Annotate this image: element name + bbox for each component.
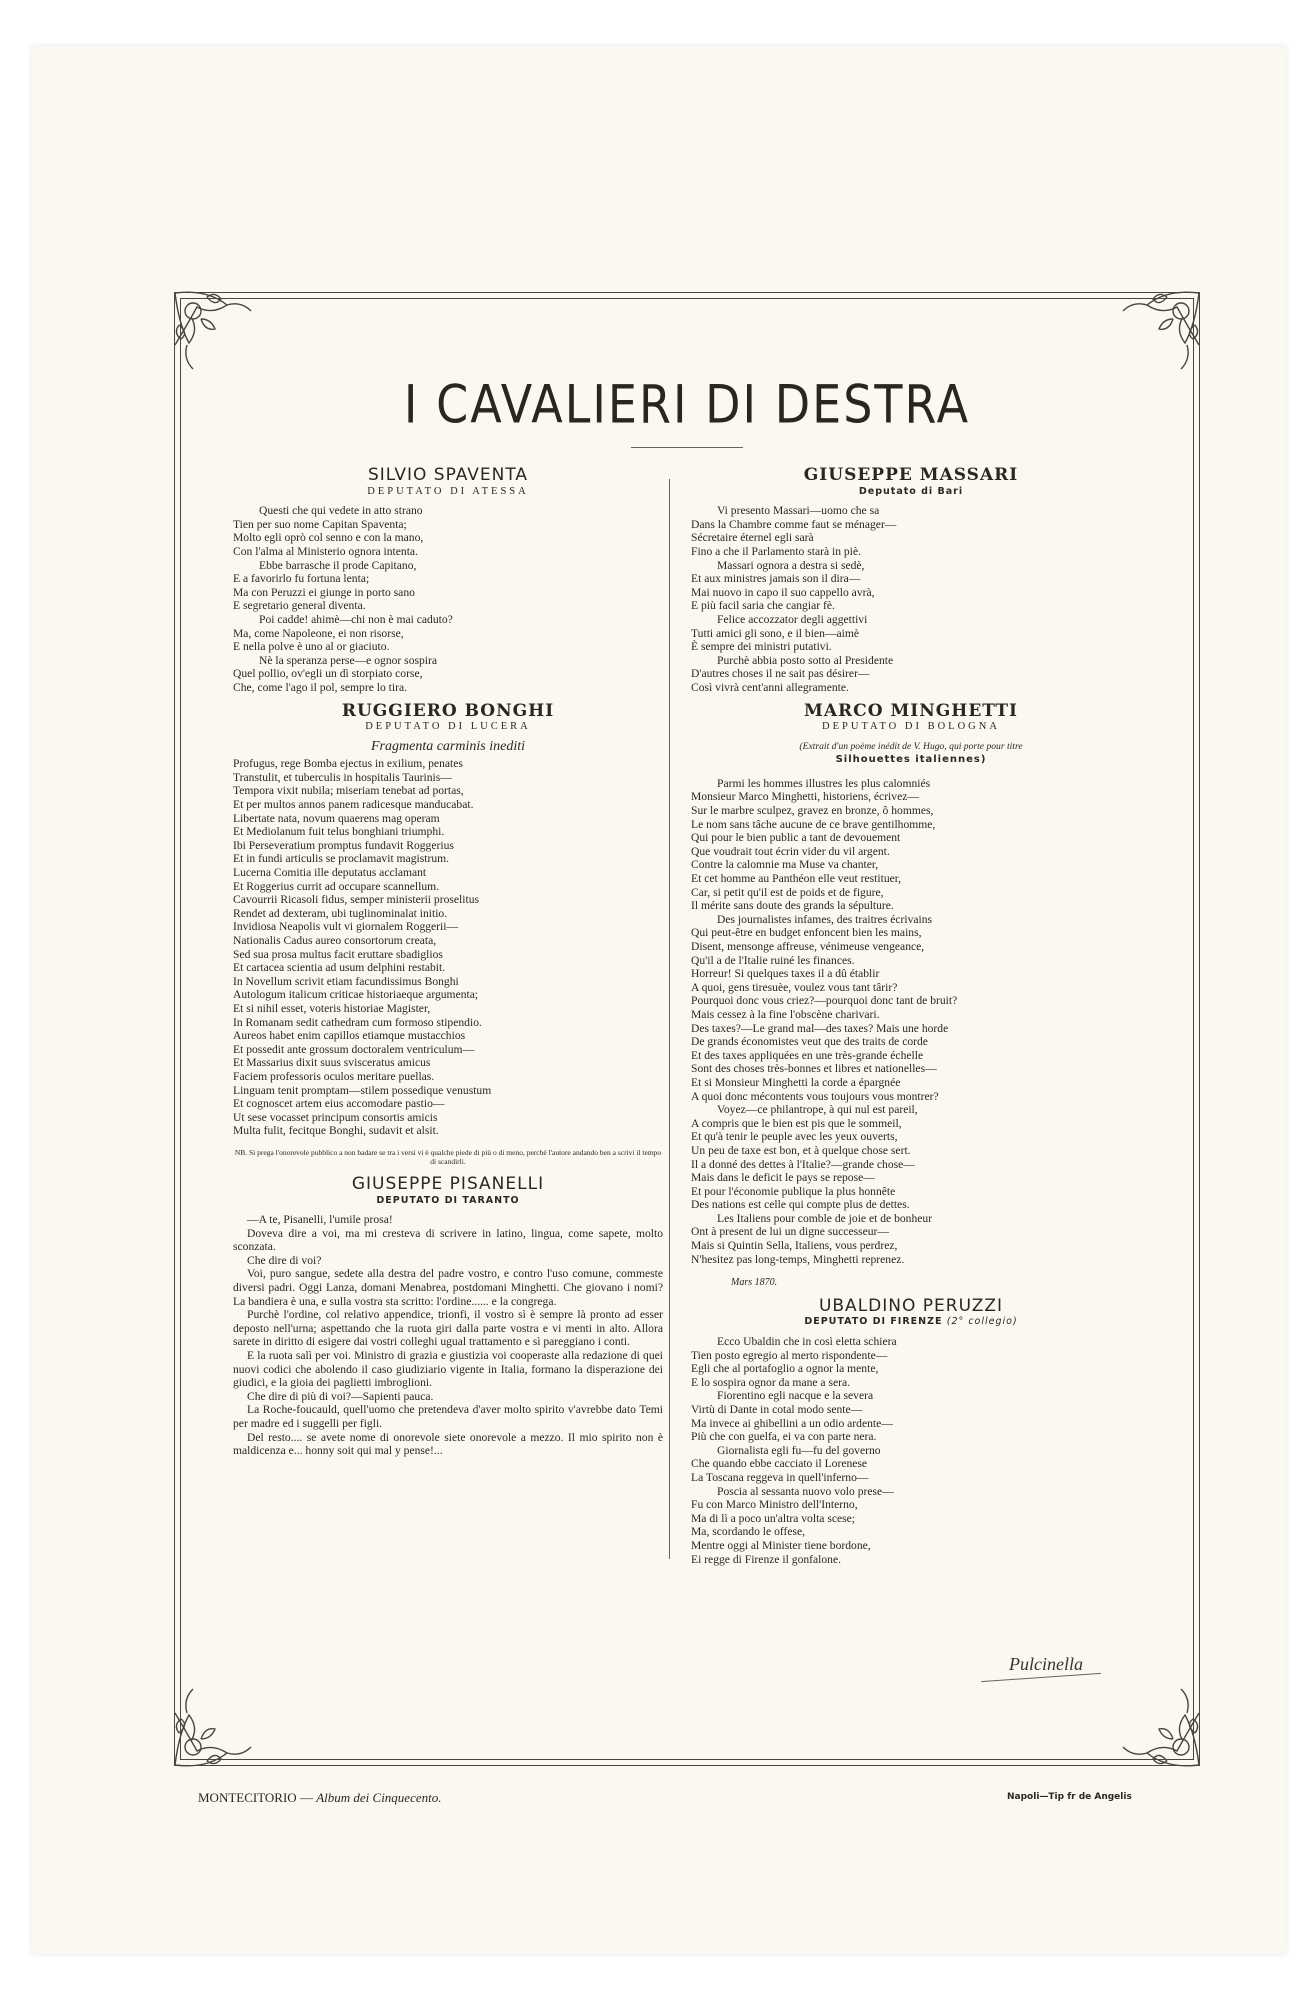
verse-line: Contre la calomnie ma Muse va chanter, — [691, 858, 879, 872]
verse-line: Que voudrait tout écrin vider du vil argent. — [691, 844, 890, 858]
verse-line: Ma con Peruzzi ei giunge in porto sano — [233, 585, 415, 599]
verse-line: Nè la speranza perse—e ognor sospira — [259, 653, 438, 667]
verse-line: Che quando ebbe cacciato il Lorenese — [691, 1457, 868, 1471]
footnote: NB. Si prega l'onorevole pubblico a non badare se tra i versi vi è qualche piede di più o di meno, perchè l'autore andando ben a scrivi il tempo di scandirli. — [234, 1147, 662, 1166]
verse-line: Fiorentino egli nacque e la severa — [717, 1389, 874, 1403]
section-name: UBALDINO PERUZZI — [818, 1295, 1004, 1316]
left-column — [233, 465, 663, 1458]
verse-line: Nationalis Cadus aureo consortorum creata, — [233, 934, 437, 947]
verse-line: Poscia al sessanta nuovo volo prese— — [717, 1484, 894, 1498]
page-title: I CAVALIERI DI DESTRA — [403, 372, 971, 436]
verse-line: Mais dans le deficit le pays se repose— — [691, 1171, 875, 1185]
section-massari — [691, 465, 1131, 695]
verse-line: Horreur! Si quelques taxes il a dû établir — [691, 967, 880, 981]
verse-line: Così vivrà cent'anni allegramente. — [691, 680, 849, 694]
verse-line: Les Italiens pour comble de joie et de bonheur — [717, 1211, 933, 1225]
verse-line: Aureos habet enim capillos etiamque mustacchios — [233, 1029, 466, 1043]
verse-line: Sur le marbre sculpez, gravez en bronze, ô hommes, — [691, 804, 934, 818]
section-subtitle: DEPUTATO DI LUCERA — [365, 721, 531, 733]
section-subtitle-text: DEPUTATO DI FIRENZE — [804, 1316, 943, 1328]
verse-line: Tempora vixit nubila; miseriam tenebat ad portas, — [233, 784, 464, 798]
verse-line: E più facil saria che cangiar fè. — [691, 599, 835, 613]
section-name: MARCO MINGHETTI — [804, 700, 1018, 721]
verse-line: Sed sua prosa multus facit eruttare sbadiglios — [233, 947, 443, 961]
section-bonghi — [233, 700, 663, 1166]
verse-line: Ibi Perseveratium promptus fundavit Roggerius — [233, 838, 454, 852]
verse-line: Qui pour le bien public a tant de devouement — [691, 831, 901, 845]
verse-line: Rendet ad dexteram, ubi tuglinominalat initio. — [233, 906, 448, 920]
poem — [691, 1335, 1131, 1566]
verse-line: Quel pollio, ov'egli un dì storpiato corse, — [233, 667, 423, 681]
verse-line: Ma, scordando le offese, — [691, 1525, 806, 1539]
verse-line: Et Mediolanum fuit telus bonghiani triumphi. — [233, 825, 445, 839]
verse-line: Et Massarius dixit suus svisceratus amicus — [233, 1056, 431, 1070]
section-pisanelli — [233, 1173, 663, 1458]
verse-line: Tutti amici gli sono, e il bien—aimè — [691, 626, 859, 640]
verse-line: Ebbe barrasche il prode Capitano, — [259, 558, 417, 572]
verse-line: E segretario general diventa. — [233, 599, 366, 613]
verse-line: Des journalistes infames, des traitres écrivains — [717, 912, 933, 926]
section-name: RUGGIERO BONGHI — [341, 700, 555, 721]
verse-line: Sécretaire éternel egli sarà — [691, 531, 814, 545]
section-spaventa — [233, 465, 663, 695]
prose-paragraph: Che dire di più di voi?—Sapienti pauca. — [247, 1389, 434, 1403]
section-subtitle: DEPUTATO DI BOLOGNA — [822, 721, 1000, 733]
verse-line: Et cet homme au Panthéon elle veut restituer, — [691, 872, 902, 886]
verse-line: Linguam tenit promptam—stilem possedique venustum — [233, 1083, 492, 1097]
verse-line: Pourquoi donc vous criez?—pourquoi donc tant de bruit? — [691, 994, 958, 1008]
section-note: (Extrait d'un poème inédit de V. Hugo, qui porte pour titre — [799, 740, 1023, 752]
verse-line: Profugus, rege Bomba ejectus in exilium, penates — [233, 757, 463, 771]
verse-line: A compris que le bien est pis que le sommeil, — [691, 1116, 902, 1130]
poem-heading: Fragmenta carminis inediti — [371, 738, 525, 754]
verse-line: Molto egli oprò col senno e con la mano, — [233, 531, 424, 545]
verse-line: Monsieur Marco Minghetti, historiens, écrivez— — [691, 790, 919, 804]
verse-line: Et qu'à tenir le peuple avec les yeux ouverts, — [691, 1130, 898, 1144]
section-subtitle — [691, 1315, 1131, 1329]
footer-printer: Napoli—Tip fr de Angelis — [1007, 1792, 1132, 1802]
verse-line: Et cartacea scientia ad usum delphini restabit. — [233, 961, 446, 975]
verse-line: Et Roggerius currit ad occupare scannellum. — [233, 879, 440, 893]
verse-line: Tien posto egregio al merto rispondente— — [691, 1348, 888, 1362]
prose-paragraph: Purchè l'ordine, col relativo appendice, trionfi, il vostro sì è sempre là pronto ad esser deposto nell'urna; aspettando che la ruota giri dalla parte vostra e vi menti in alto. Allora sarete in diritto di esigere dai vostri colleghi ugual trattamento e sì pareggiano i conti. — [233, 1308, 663, 1349]
verse-line: Transtulit, et tuberculis in hospitalis Taurinis— — [233, 770, 452, 784]
verse-line: Des taxes?—Le grand mal—des taxes? Mais une horde — [691, 1021, 949, 1035]
verse-line: Con l'alma al Ministerio ognora intenta. — [233, 544, 418, 558]
verse-line: Des nations est celle qui compte plus de dettes. — [691, 1198, 910, 1212]
title-rule — [631, 447, 743, 448]
verse-line: Che, come l'ago il pol, sempre lo tira. — [233, 680, 408, 694]
verse-line: Et in fundi articulis se proclamavit magistrum. — [233, 852, 450, 866]
prose — [233, 1213, 663, 1458]
verse-line: Le nom sans tâche aucune de ce brave gentilhomme, — [691, 817, 936, 831]
verse-line: Et possedit ante grossum doctoralem ventriculum— — [233, 1042, 475, 1056]
section-subtitle: DEPUTATO DI ATESSA — [367, 485, 529, 497]
verse-line: Cavourrii Ricasoli fidus, semper ministerii proselitus — [233, 893, 480, 907]
verse-line: Ma invece ai ghibellini a un odio ardente— — [691, 1416, 893, 1430]
poem — [691, 777, 1131, 1266]
verse-line: Egli che al portafoglio a ognor la mente, — [691, 1362, 879, 1376]
prose-paragraph: Che dire di voi? — [247, 1253, 322, 1267]
verse-line: Et pour l'économie publique la plus honnête — [691, 1184, 896, 1198]
verse-line: E lo sospira ognor da mane a sera. — [691, 1375, 851, 1389]
verse-line: Poi cadde! ahimè—chi non è mai caduto? — [259, 612, 453, 626]
footer-left — [198, 1790, 441, 1806]
column-divider — [669, 479, 670, 1559]
verse-line: Et si Monsieur Minghetti la corde a épargnée — [691, 1075, 901, 1089]
verse-line: Ont à present de lui un digne successeur— — [691, 1225, 890, 1239]
verse-line: D'autres choses il ne sait pas désirer— — [691, 667, 870, 681]
verse-line: Ma, come Napoleone, ei non risorse, — [233, 626, 404, 640]
verse-line: Ma di lì a poco un'altra volta scese; — [691, 1511, 856, 1525]
verse-line: Autologum italicum criticae historiaeque argumenta; — [233, 988, 479, 1002]
section-minghetti — [691, 700, 1131, 1290]
prose-paragraph: Del resto.... se avete nome di onorevole siete onorevole a mezzo. Il mio spirito non è maldicenza e... honny soit qui mal y pense!... — [233, 1430, 663, 1458]
verse-line: Un peu de taxe est bon, et à quelque chose sert. — [691, 1143, 911, 1157]
verse-line: Parmi les hommes illustres les plus calomniés — [717, 776, 931, 790]
footer-album: Album dei Cinquecento. — [316, 1790, 442, 1805]
verse-line: A quoi donc mécontents vous toujours vous montrer? — [691, 1089, 939, 1103]
verse-line: Fu con Marco Ministro dell'Interno, — [691, 1498, 858, 1512]
verse-line: Ecco Ubaldin che in così eletta schiera — [717, 1335, 897, 1349]
section-peruzzi — [691, 1295, 1131, 1566]
verse-line: Ut sese vocasset principum consortis amicis — [233, 1110, 438, 1124]
corner-ornament-icon — [167, 1663, 277, 1773]
verse-line: Vi presento Massari—uomo che sa — [717, 504, 880, 518]
prose-paragraph: E la ruota salì per voi. Ministro di grazia e giustizia voi cooperaste alla redazione di quei nuovi codici che abolendo il caso giudiziario vigente in Italia, formano la disperazione dei giudici, e la gioia dei paglietti imbroglioni. — [233, 1349, 663, 1390]
section-note-title: Silhouettes italiennes) — [835, 754, 987, 766]
verse-line: Tien per suo nome Capitan Spaventa; — [233, 517, 407, 531]
verse-line: Ei regge di Firenze il gonfalone. — [691, 1552, 842, 1566]
verse-line: E a favorirlo fu fortuna lenta; — [233, 572, 370, 586]
verse-line: Massari ognora a destra si sedè, — [717, 558, 865, 572]
poem — [233, 504, 663, 694]
verse-line: Dans la Chambre comme faut se ménager— — [691, 517, 897, 531]
verse-line: Invidiosa Neapolis vult vi giornalem Roggerii— — [233, 920, 459, 934]
verse-line: Multa fulit, fecitque Bonghi, sudavit et alsit. — [233, 1124, 439, 1138]
verse-line: Mentre oggi al Minister tiene bordone, — [691, 1538, 871, 1552]
verse-line: Purchè abbia posto sotto al Presidente — [717, 653, 894, 667]
verse-line: Mais si Quintin Sella, Italiens, vous perdrez, — [691, 1239, 898, 1253]
verse-line: Il a donné des dettes à l'Italie?—grande chose— — [691, 1157, 915, 1171]
verse-line: Et per multos annos panem radicesque manducabat. — [233, 798, 474, 812]
verse-line: Felice accozzator degli aggettivi — [717, 612, 868, 626]
verse-line: Et aux ministres jamais son il dira— — [691, 572, 861, 586]
verse-line: In Romanam sedit cathedram cum formoso stipendio. — [233, 1015, 482, 1029]
verse-line: N'hesitez pas long-temps, Minghetti reprenez. — [691, 1252, 905, 1266]
verse-line: Mai nuovo in capo il suo cappello avrà, — [691, 585, 875, 599]
section-subtitle: Deputato di Bari — [858, 485, 964, 497]
verse-line: Et des taxes appliquées en une très-grande échelle — [691, 1048, 924, 1062]
verse-line: A quoi, gens tiresuèe, voulez vous tant târir? — [691, 980, 898, 994]
verse-line: De grands économistes veut que des traits de corde — [691, 1035, 928, 1049]
verse-line: Voyez—ce philantrope, à qui nul est pareil, — [717, 1103, 918, 1117]
verse-line: Fino a che il Parlamento starà in piè. — [691, 544, 861, 558]
prose-paragraph: —A te, Pisanelli, l'umile prosa! — [247, 1213, 393, 1227]
poem — [691, 504, 1131, 694]
poem — [233, 757, 663, 1138]
verse-line: Sont des choses très-bonnes et libres et nationelles— — [691, 1062, 937, 1076]
poem-date: Mars 1870. — [731, 1277, 778, 1289]
signature: Pulcinella — [1009, 1654, 1083, 1674]
section-name: SILVIO SPAVENTA — [367, 465, 529, 485]
ornamental-frame — [180, 298, 1194, 1760]
verse-line: Et cognoscet artem eius accomodare pastio— — [233, 1097, 445, 1111]
verse-line: Et si nihil esset, voteris historiae Magister, — [233, 1001, 431, 1015]
verse-line: Qui peut-être en budget enfoncent bien les mains, — [691, 926, 922, 940]
prose-paragraph: Doveva dire a voi, ma mi cresteva di scrivere in latino, lingua, come sapete, molto sconzata. — [233, 1226, 663, 1254]
verse-line: Faciem professoris oculos meritare puellas. — [233, 1069, 435, 1083]
section-name: GIUSEPPE MASSARI — [803, 465, 1019, 485]
verse-line: È sempre dei ministri putativi. — [691, 640, 832, 654]
verse-line: Lucerna Comitia ille deputatus acclamant — [233, 866, 427, 880]
section-subtitle: DEPUTATO DI TARANTO — [376, 1194, 520, 1206]
verse-line: Qu'il a de l'Italie ruiné les finances. — [691, 953, 855, 967]
verse-line: Più che con guelfa, ei va con parte nera. — [691, 1430, 877, 1444]
verse-line: Il mérite sans doute des grands la sépulture. — [691, 899, 894, 913]
corner-ornament-icon — [1097, 1663, 1207, 1773]
prose-paragraph: La Roche-foucauld, quell'uomo che pretendeva d'aver molto spirito v'avrebbe dato Temi per madre ed i suggelli per figli. — [233, 1403, 663, 1430]
verse-line: Car, si petit qu'il est de poids et de figure, — [691, 885, 884, 899]
verse-line: Questi che qui vedete in atto strano — [259, 504, 423, 518]
paper-sheet — [32, 46, 1286, 1954]
prose-paragraph: Voi, puro sangue, sedete alla destra del padre vostro, e contro l'uso comune, commeste diversi padri. Oggi Lanza, domani Menabrea, postdomani Minghetti. Che giovano i nomi? La bandiera è una, e sulla vostra sta scritto: l'ordine...... e la congrega. — [233, 1267, 663, 1308]
footer-place: MONTECITORIO — — [198, 1790, 317, 1805]
right-column — [691, 465, 1131, 1576]
verse-line: In Novellum scrivit etiam facundissimus Bonghi — [233, 974, 459, 988]
section-subtitle-extra: (2° collegio) — [946, 1316, 1018, 1328]
verse-line: Libertate nata, novum quaerens mag operam — [233, 811, 440, 825]
verse-line: Disent, mensonge affreuse, vénimeuse vengeance, — [691, 940, 925, 953]
verse-line: Virtù di Dante in cotal modo sente— — [691, 1403, 863, 1416]
verse-line: Giornalista egli fu—fu del governo — [717, 1443, 881, 1457]
section-name: GIUSEPPE PISANELLI — [351, 1173, 545, 1194]
verse-line: E nella polve è uno al or giaciuto. — [233, 640, 390, 654]
verse-line: La Toscana reggeva in quell'inferno— — [691, 1470, 869, 1484]
verse-line: Mais cessez à la fine l'obscène charivari. — [691, 1007, 880, 1021]
